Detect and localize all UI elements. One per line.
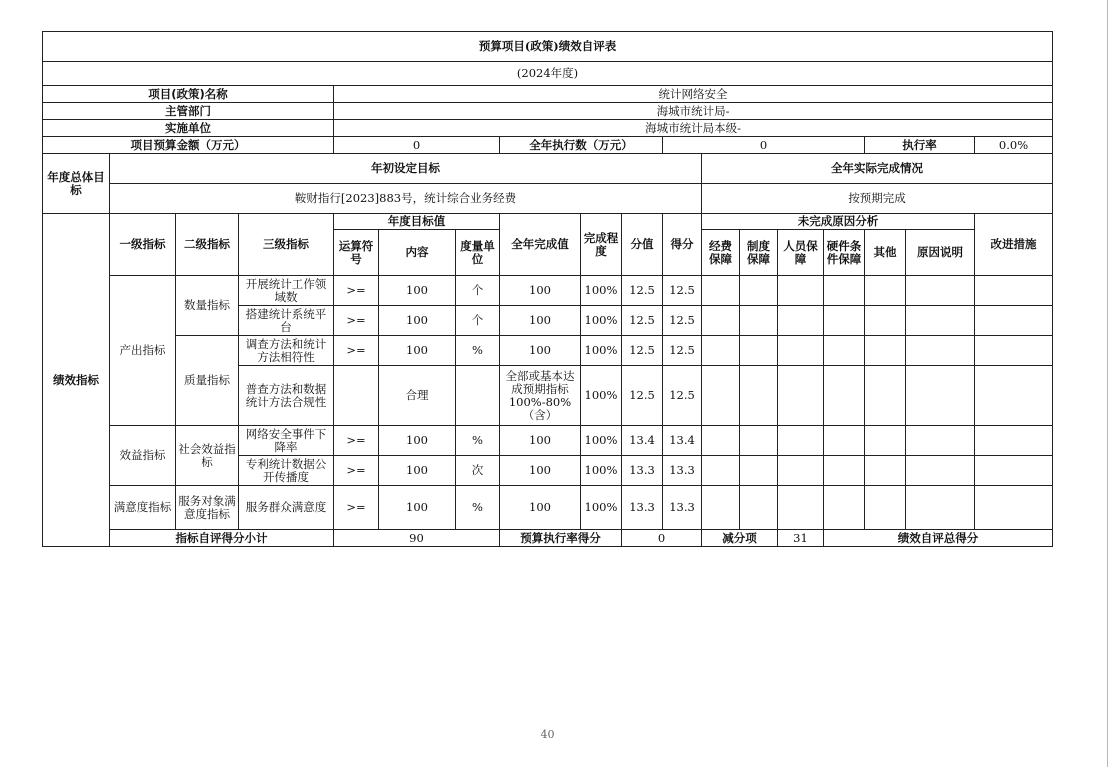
indicator-op: >= <box>334 276 379 306</box>
indicator-content: 100 <box>379 276 456 306</box>
indicator-got: 12.5 <box>663 276 702 306</box>
col-fund: 经费保障 <box>702 230 740 276</box>
initial-goal-text: 鞍财指行[2023]883号，统计综合业务经费 <box>110 184 702 214</box>
indicator-name: 服务群众满意度 <box>239 486 334 530</box>
subgroup-social: 社会效益指标 <box>176 426 239 486</box>
indicator-content: 100 <box>379 456 456 486</box>
indicator-op: >= <box>334 456 379 486</box>
col-actual: 全年完成值 <box>500 214 581 276</box>
empty-cell <box>702 486 740 530</box>
project-name: 统计网络安全 <box>334 86 1053 103</box>
empty-cell <box>975 486 1053 530</box>
col-degree: 完成程度 <box>581 214 622 276</box>
subtotal-label: 指标自评得分小计 <box>110 530 334 547</box>
empty-cell <box>702 336 740 366</box>
indicator-degree: 100% <box>581 366 622 426</box>
empty-cell <box>740 366 778 426</box>
indicator-score: 12.5 <box>622 306 663 336</box>
rate-label: 执行率 <box>865 137 975 154</box>
indicator-actual: 100 <box>500 336 581 366</box>
empty-cell <box>865 456 906 486</box>
empty-cell <box>906 366 975 426</box>
dept-label: 主管部门 <box>43 103 334 120</box>
actual-completion-header: 全年实际完成情况 <box>702 154 1053 184</box>
indicator-content: 100 <box>379 336 456 366</box>
actual-completion-text: 按预期完成 <box>702 184 1053 214</box>
rate-score-label: 预算执行率得分 <box>500 530 622 547</box>
indicator-got: 13.4 <box>663 426 702 456</box>
indicator-name: 开展统计工作领域数 <box>239 276 334 306</box>
indicator-got: 12.5 <box>663 306 702 336</box>
indicator-degree: 100% <box>581 276 622 306</box>
empty-cell <box>778 366 824 426</box>
indicator-op: >= <box>334 336 379 366</box>
indicator-content: 合理 <box>379 366 456 426</box>
empty-cell <box>975 306 1053 336</box>
empty-cell <box>975 366 1053 426</box>
perf-indicator-label: 绩效指标 <box>43 214 110 547</box>
empty-cell <box>740 426 778 456</box>
col-unit: 度量单位 <box>456 230 500 276</box>
empty-cell <box>824 486 865 530</box>
empty-cell <box>906 426 975 456</box>
indicator-name: 搭建统计系统平台 <box>239 306 334 336</box>
empty-cell <box>824 336 865 366</box>
indicator-actual: 100 <box>500 276 581 306</box>
performance-table <box>42 31 1053 547</box>
rate-value: 0.0% <box>975 137 1053 154</box>
subtotal-value: 90 <box>334 530 500 547</box>
empty-cell <box>975 276 1053 306</box>
col-lv1: 一级指标 <box>110 214 176 276</box>
indicator-unit <box>456 366 500 426</box>
indicator-content: 100 <box>379 306 456 336</box>
page-edge <box>1107 0 1108 767</box>
indicator-degree: 100% <box>581 336 622 366</box>
budget-value: 0 <box>334 137 500 154</box>
empty-cell <box>778 426 824 456</box>
col-system: 制度保障 <box>740 230 778 276</box>
total-label: 绩效自评总得分 <box>824 530 1053 547</box>
indicator-op: >= <box>334 486 379 530</box>
empty-cell <box>906 336 975 366</box>
empty-cell <box>906 456 975 486</box>
group-satisfaction: 满意度指标 <box>110 486 176 530</box>
page-title: 预算项目(政策)绩效自评表 <box>43 32 1053 62</box>
empty-cell <box>702 276 740 306</box>
overall-goal-label: 年度总体目标 <box>43 154 110 214</box>
empty-cell <box>778 276 824 306</box>
empty-cell <box>702 306 740 336</box>
indicator-content: 100 <box>379 426 456 456</box>
empty-cell <box>778 306 824 336</box>
indicator-actual: 100 <box>500 426 581 456</box>
indicator-actual: 100 <box>500 456 581 486</box>
col-improve: 改进措施 <box>975 214 1053 276</box>
indicator-unit: % <box>456 486 500 530</box>
initial-goal-header: 年初设定目标 <box>110 154 702 184</box>
indicator-got: 12.5 <box>663 336 702 366</box>
empty-cell <box>824 276 865 306</box>
indicator-got: 13.3 <box>663 486 702 530</box>
empty-cell <box>702 426 740 456</box>
empty-cell <box>865 336 906 366</box>
year-label: (2024年度) <box>43 62 1053 86</box>
empty-cell <box>865 486 906 530</box>
subgroup-quantity: 数量指标 <box>176 276 239 336</box>
col-content: 内容 <box>379 230 456 276</box>
empty-cell <box>975 426 1053 456</box>
indicator-got: 13.3 <box>663 456 702 486</box>
indicator-got: 12.5 <box>663 366 702 426</box>
empty-cell <box>740 306 778 336</box>
empty-cell <box>906 276 975 306</box>
empty-cell <box>702 366 740 426</box>
indicator-unit: 次 <box>456 456 500 486</box>
empty-cell <box>865 306 906 336</box>
indicator-op <box>334 366 379 426</box>
indicator-name: 网络安全事件下降率 <box>239 426 334 456</box>
empty-cell <box>824 306 865 336</box>
col-score: 分值 <box>622 214 663 276</box>
empty-cell <box>865 366 906 426</box>
indicator-actual: 100 <box>500 306 581 336</box>
col-other: 其他 <box>865 230 906 276</box>
empty-cell <box>740 486 778 530</box>
empty-cell <box>740 336 778 366</box>
deduct-value: 31 <box>778 530 824 547</box>
deduct-label: 减分项 <box>702 530 778 547</box>
indicator-score: 12.5 <box>622 366 663 426</box>
budget-label: 项目预算金额（万元） <box>43 137 334 154</box>
group-benefit: 效益指标 <box>110 426 176 486</box>
col-explain: 原因说明 <box>906 230 975 276</box>
col-op: 运算符号 <box>334 230 379 276</box>
empty-cell <box>975 456 1053 486</box>
indicator-degree: 100% <box>581 486 622 530</box>
empty-cell <box>824 426 865 456</box>
rate-score-value: 0 <box>622 530 702 547</box>
empty-cell <box>865 426 906 456</box>
indicator-name: 调查方法和统计方法相符性 <box>239 336 334 366</box>
col-target-group: 年度目标值 <box>334 214 500 230</box>
unit-value: 海城市统计局本级- <box>334 120 1053 137</box>
col-staff: 人员保障 <box>778 230 824 276</box>
indicator-actual: 100 <box>500 486 581 530</box>
indicator-degree: 100% <box>581 306 622 336</box>
page-number: 40 <box>540 728 555 741</box>
empty-cell <box>778 456 824 486</box>
indicator-score: 13.3 <box>622 486 663 530</box>
indicator-score: 12.5 <box>622 276 663 306</box>
indicator-degree: 100% <box>581 426 622 456</box>
indicator-degree: 100% <box>581 456 622 486</box>
indicator-name: 普查方法和数据统计方法合规性 <box>239 366 334 426</box>
empty-cell <box>778 336 824 366</box>
empty-cell <box>975 336 1053 366</box>
indicator-content: 100 <box>379 486 456 530</box>
empty-cell <box>906 306 975 336</box>
col-reason-group: 未完成原因分析 <box>702 214 975 230</box>
subgroup-quality: 质量指标 <box>176 336 239 426</box>
indicator-name: 专利统计数据公开传播度 <box>239 456 334 486</box>
empty-cell <box>740 456 778 486</box>
indicator-op: >= <box>334 306 379 336</box>
col-hardware: 硬件条件保障 <box>824 230 865 276</box>
dept-value: 海城市统计局- <box>334 103 1053 120</box>
indicator-score: 12.5 <box>622 336 663 366</box>
unit-label: 实施单位 <box>43 120 334 137</box>
empty-cell <box>778 486 824 530</box>
project-name-label: 项目(政策)名称 <box>43 86 334 103</box>
exec-value: 0 <box>663 137 865 154</box>
empty-cell <box>740 276 778 306</box>
indicator-actual: 全部或基本达成预期指标100%-80%（含） <box>500 366 581 426</box>
indicator-unit: 个 <box>456 306 500 336</box>
col-lv2: 二级指标 <box>176 214 239 276</box>
empty-cell <box>906 486 975 530</box>
empty-cell <box>702 456 740 486</box>
exec-label: 全年执行数（万元） <box>500 137 663 154</box>
indicator-unit: % <box>456 336 500 366</box>
col-lv3: 三级指标 <box>239 214 334 276</box>
col-got: 得分 <box>663 214 702 276</box>
empty-cell <box>865 276 906 306</box>
indicator-unit: 个 <box>456 276 500 306</box>
subgroup-service: 服务对象满意度指标 <box>176 486 239 530</box>
indicator-op: >= <box>334 426 379 456</box>
indicator-score: 13.3 <box>622 456 663 486</box>
empty-cell <box>824 456 865 486</box>
group-output: 产出指标 <box>110 276 176 426</box>
indicator-score: 13.4 <box>622 426 663 456</box>
empty-cell <box>824 366 865 426</box>
indicator-unit: % <box>456 426 500 456</box>
